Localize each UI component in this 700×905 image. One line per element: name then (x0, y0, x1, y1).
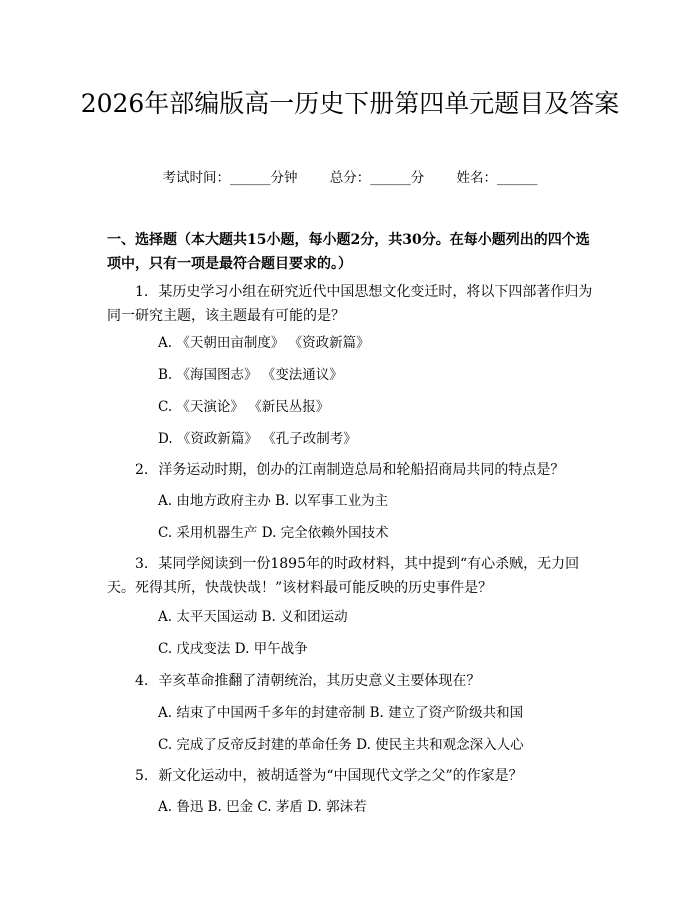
exam-time-field: 考试时间：______分钟 (162, 170, 298, 186)
question-number: 5. (135, 768, 149, 784)
question-2 (107, 458, 597, 482)
option-5abcd: A. 鲁迅 B. 巴金 C. 茅盾 D. 郭沫若 (158, 799, 367, 815)
question-number: 3. (135, 556, 149, 572)
option-1d: D. 《资政新篇》 《孔子改制考》 (158, 431, 357, 447)
option-1a: A. 《天朝田亩制度》 《资政新篇》 (158, 335, 370, 351)
option-2ab: A. 由地方政府主办 B. 以军事工业为主 (158, 493, 389, 509)
question-1 (107, 280, 597, 328)
question-number: 4. (135, 673, 149, 689)
exam-info-line (0, 168, 700, 188)
option-4cd: C. 完成了反帝反封建的革命任务 D. 使民主共和观念深入人心 (158, 737, 524, 753)
question-text: 新文化运动中，被胡适誉为“中国现代文学之父”的作家是？ (158, 768, 523, 784)
question-text: 洋务运动时期，创办的江南制造总局和轮船招商局共同的特点是？ (158, 462, 565, 478)
option-1c: C. 《天演论》 《新民丛报》 (158, 399, 330, 415)
question-text: 某历史学习小组在研究近代中国思想文化变迁时，将以下四部著作归为同一研究主题，该主题最有可能的是？ (107, 284, 593, 324)
question-number: 1. (135, 284, 149, 300)
page-title: 2026年部编版高一历史下册第四单元题目及答案 (80, 89, 620, 118)
total-score-field: 总分：______分 (329, 170, 425, 186)
question-text: 某同学阅读到一份1895年的时政材料，其中提到“有心杀贼，无力回天。死得其所，快哉快哉！”该材料最可能反映的历史事件是？ (107, 556, 580, 596)
option-3ab: A. 太平天国运动 B. 义和团运动 (158, 609, 348, 625)
section-heading: 一、选择题（本大题共15小题，每小题2分，共30分。在每小题列出的四个选项中，只有一项是最符合题目要求的。） (107, 232, 590, 272)
option-3cd: C. 戊戌变法 D. 甲午战争 (158, 641, 308, 657)
option-1b: B. 《海国图志》 《变法通议》 (158, 367, 343, 383)
option-2cd: C. 采用机器生产 D. 完全依赖外国技术 (158, 525, 389, 541)
question-4 (107, 669, 597, 693)
student-name-field: 姓名：______ (456, 170, 538, 186)
question-5 (107, 764, 597, 788)
question-3 (107, 552, 597, 600)
question-text: 辛亥革命推翻了清朝统治，其历史意义主要体现在？ (158, 673, 481, 689)
question-number: 2. (135, 462, 149, 478)
option-4ab: A. 结束了中国两千多年的封建帝制 B. 建立了资产阶级共和国 (158, 705, 524, 721)
